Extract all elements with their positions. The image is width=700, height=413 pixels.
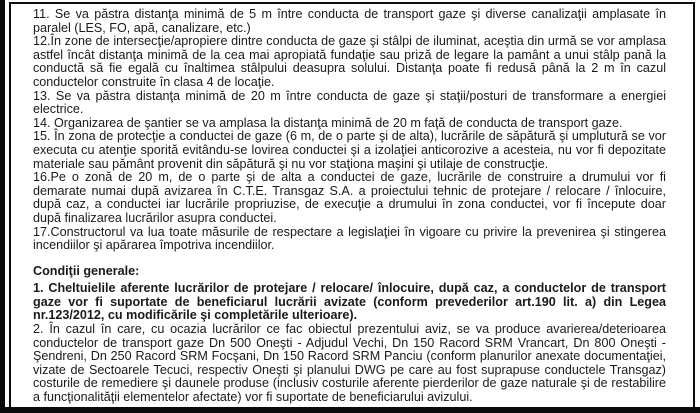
scan-edge-bottom-bar [0,407,700,413]
paragraph-item-12: 12.În zone de intersecţie/apropiere dintre conducta de gaze şi stâlpi de iluminat, aceştia din urmă se vor amplasa astfel încât distanţa minimă de la cea mai apropiată fundaţie sau priză de legare la pamânt a unui stâlp pană la conductă să fie egală cu înaltimea stâlpului deasupra solului. Distanţa poate fi redusă până la 2 m în cazul conductelor construite în clasa 4 de locaţie. [33,34,666,89]
general-condition-item-2: 2. În cazul în care, cu ocazia lucrărilor ce fac obiectul prezentului aviz, se va produce avarierea/deterioarea conductelor de transport gaze Dn 500 Oneşti - Adjudul Vechi, Dn 150 Racord SRM Vrancart, Dn 800 Oneşti - Şendreni, Dn 250 Racord SRM Focşani, Dn 150 Racord SRM Panciu (conform planurilor anexate documentaţiei, vizate de Sectoarele Tecuci, respectiv Oneşti şi planului DWG pe care au fost suprapuse conductele Transgaz) costurile de remediere şi daunele produse (inclusiv costurile aferente pierderilor de gaze naturale şi de restabilire a funcţionalităţii elementelor afectate) vor fi suportate de beneficiarului avizului. [33,322,666,405]
paragraph-item-15: 15. În zona de protecţie a conductei de gaze (6 m, de o parte şi de alta), lucrările de săpătură şi umplutură se vor executa cu atenţie sporită evitându-se lovirea conductei şi a izolaţiei anticorozive a acesteia, nu vor fi depozitate materiale sau pământ provenit din săpătură şi nu vor staţiona maşini şi utilaje de construcţie. [33,129,666,171]
paragraph-item-16: 16.Pe o zonă de 20 m, de o parte şi de alta a conductei de gaze, lucrările de construire a drumului vor fi demarate numai după avizarea în C.T.E. Transgaz S.A. a proiectului tehnic de protejare / relocare / înlocuire, după caz, a conductei iar lucrările propriuzise, de execuţie a drumului în zona conductei, vor fi începute doar după finalizarea lucrărilor asupra conductei. [33,170,666,225]
paragraph-item-13: 13. Se va păstra distanţa minimă de 20 m între conducta de gaze şi staţii/posturi de transformare a energiei electrice. [33,88,666,117]
document-content [11,4,693,407]
paragraph-item-11: 11. Se va păstra distanţa minimă de 5 m între conducta de transport gaze şi diverse canalizaţii amplasate în paralel (LES, FO, apă, canalizare, etc.) [33,7,666,35]
paragraph-item-14: 14. Organizarea de şantier se va amplasa la distanţa minimă de 20 m faţă de conducta de transport gaze. [33,115,623,130]
paragraph-item-17: 17.Constructorul va lua toate măsurile de respectare a legislaţiei în vigoare cu privire la prevenirea şi stingerea incendiilor şi apărarea împotriva incendiilor. [33,224,666,253]
scan-edge-left-bar [0,0,5,413]
general-conditions-heading: Condiţii generale: [33,263,140,278]
document-frame [9,2,695,409]
general-condition-item-1: 1. Cheltuielile aferente lucrărilor de protejare / relocare/ înlocuire, după caz, a conductelor de transport gaze vor fi suportate de beneficiarul lucrării avizate (conform prevederilor art.190 lit. a) din Legea nr.123/2012, cu modificările şi completările ulterioare). [33,281,666,323]
